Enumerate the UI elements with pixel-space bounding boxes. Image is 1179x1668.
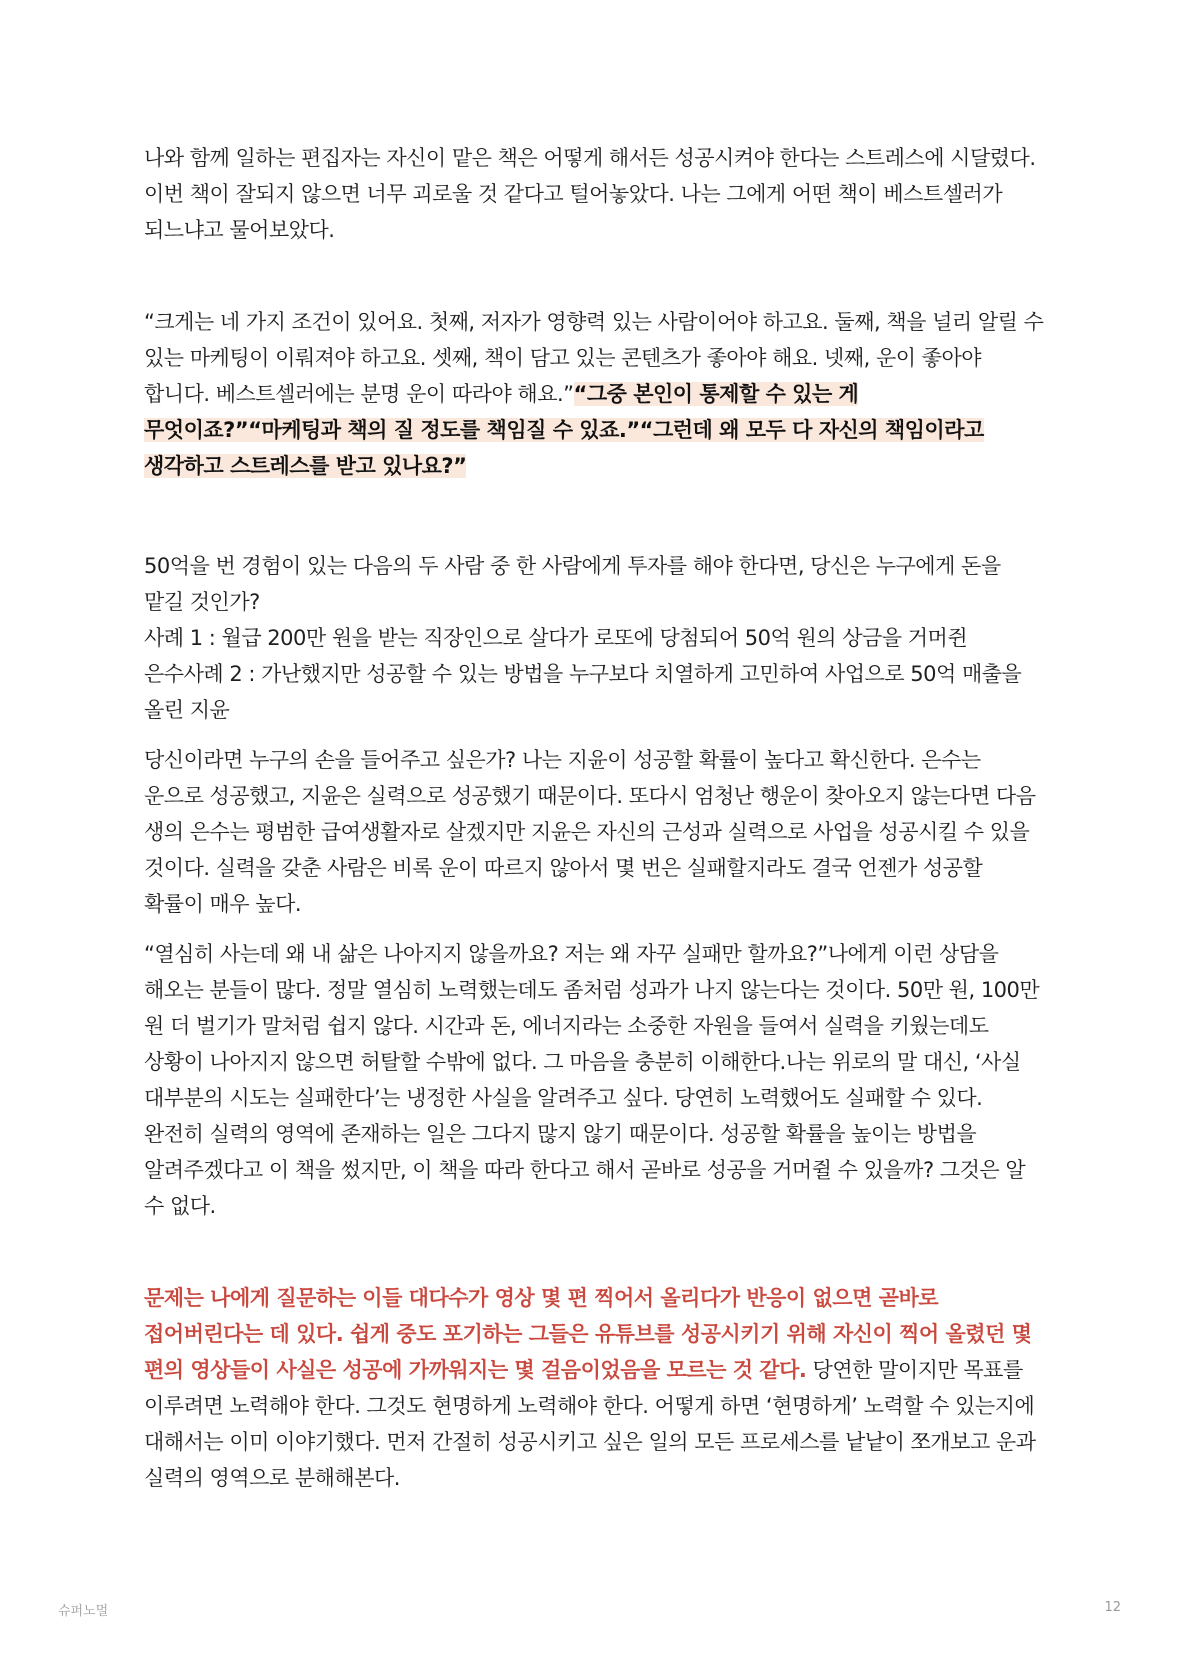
paragraph-skill-vs-luck — [144, 742, 1044, 922]
footer-brand: 슈퍼노멀 — [58, 1604, 109, 1619]
question-text: 50억을 번 경험이 있는 다음의 두 사람 중 한 사람에게 투자를 해야 한다면, 당신은 누구에게 돈을 맡길 것인가? — [144, 554, 1001, 614]
paragraph-failure — [144, 936, 1044, 1224]
quote-text: “크게는 네 가지 조건이 있어요. 첫째, 저자가 영향력 있는 사람이어야 하고요. 둘째, 책을 널리 알릴 수 있는 마케팅이 이뤄져야 하고요. 셋째, 책이 담고 있는 콘텐츠가 좋아야 해요. 넷째, 운이 좋아야 합니다. 베스트셀러에는 분명 운이 따라야 해요.” — [144, 310, 1044, 406]
highlighted-quote: “그중 본인이 통제할 수 있는 게 무엇이죠?”“마케팅과 책의 질 정도를 책임질 수 있죠.”“그런데 왜 모두 다 자신의 책임이라고 생각하고 스트레스를 받고 있나요?” — [144, 382, 984, 478]
emphasis-text: 문제는 나에게 질문하는 이들 대다수가 영상 몇 편 찍어서 올리다가 반응이 없으면 곧바로 접어버린다는 데 있다. 쉽게 중도 포기하는 그들은 유튜브를 성공시키기 위해 자신이 찍어 올렸던 몇 편의 영상들이 사실은 성공에 가까워지는 몇 걸음이었음을 모르는 것 같다. — [144, 1286, 1032, 1382]
paragraph-text: 당연한 말이지만 목표를 이루려면 노력해야 한다. 그것도 현명하게 노력해야 한다. 어떻게 하면 ‘현명하게’ 노력할 수 있는지에 대해서는 이미 이야기했다. 먼저 간절히 성공시키고 싶은 일의 모든 프로세스를 낱낱이 쪼개보고 운과 실력의 영역으로 분해해본다. — [144, 1358, 1036, 1490]
cases-text: 사례 1 : 월급 200만 원을 받는 직장인으로 살다가 로또에 당첨되어 50억 원의 상금을 거머쥔 은수사례 2 : 가난했지만 성공할 수 있는 방법을 누구보다 치열하게 고민하여 사업으로 50억 매출을 올린 지윤 — [144, 626, 1022, 722]
paragraph-text: “열심히 사는데 왜 내 삶은 나아지지 않을까요? 저는 왜 자꾸 실패만 할까요?”나에게 이런 상담을 해오는 분들이 많다. 정말 열심히 노력했는데도 좀처럼 성과가 나지 않는다는 것이다. 50만 원, 100만 원 더 벌기가 말처럼 쉽지 않다. 시간과 돈, 에너지라는 소중한 자원을 들여서 실력을 키웠는데도 상황이 나아지지 않으면 허탈할 수밖에 없다. 그 마음을 충분히 이해한다.나는 위로의 말 대신, ‘사실 대부분의 시도는 실패한다’는 냉정한 사실을 알려주고 싶다. 당연히 노력했어도 실패할 수 있다. 완전히 실력의 영역에 존재하는 일은 그다지 많지 않기 때문이다. 성공할 확률을 높이는 방법을 알려주겠다고 이 책을 썼지만, 이 책을 따라 한다고 해서 곧바로 성공을 거머쥘 수 있을까? 그것은 알 수 없다. — [144, 942, 1040, 1218]
paragraph-wise-effort — [144, 1280, 1044, 1496]
paragraph-bestseller-conditions — [144, 304, 1044, 484]
paragraph-investment-cases — [144, 548, 1044, 728]
page-number: 12 — [1104, 1600, 1121, 1615]
paragraph-text: 당신이라면 누구의 손을 들어주고 싶은가? 나는 지윤이 성공할 확률이 높다고 확신한다. 은수는 운으로 성공했고, 지윤은 실력으로 성공했기 때문이다. 또다시 엄청난 행운이 찾아오지 않는다면 다음 생의 은수는 평범한 급여생활자로 살겠지만 지윤은 자신의 근성과 실력으로 사업을 성공시킬 수 있을 것이다. 실력을 갖춘 사람은 비록 운이 따르지 않아서 몇 번은 실패할지라도 결국 언젠가 성공할 확률이 매우 높다. — [144, 748, 1036, 916]
paragraph-text: 나와 함께 일하는 편집자는 자신이 맡은 책은 어떻게 해서든 성공시켜야 한다는 스트레스에 시달렸다. 이번 책이 잘되지 않으면 너무 괴로울 것 같다고 털어놓았다. 나는 그에게 어떤 책이 베스트셀러가 되느냐고 물어보았다. — [144, 146, 1036, 242]
paragraph-editor-stress — [144, 140, 1044, 248]
body-text — [144, 140, 1044, 1496]
